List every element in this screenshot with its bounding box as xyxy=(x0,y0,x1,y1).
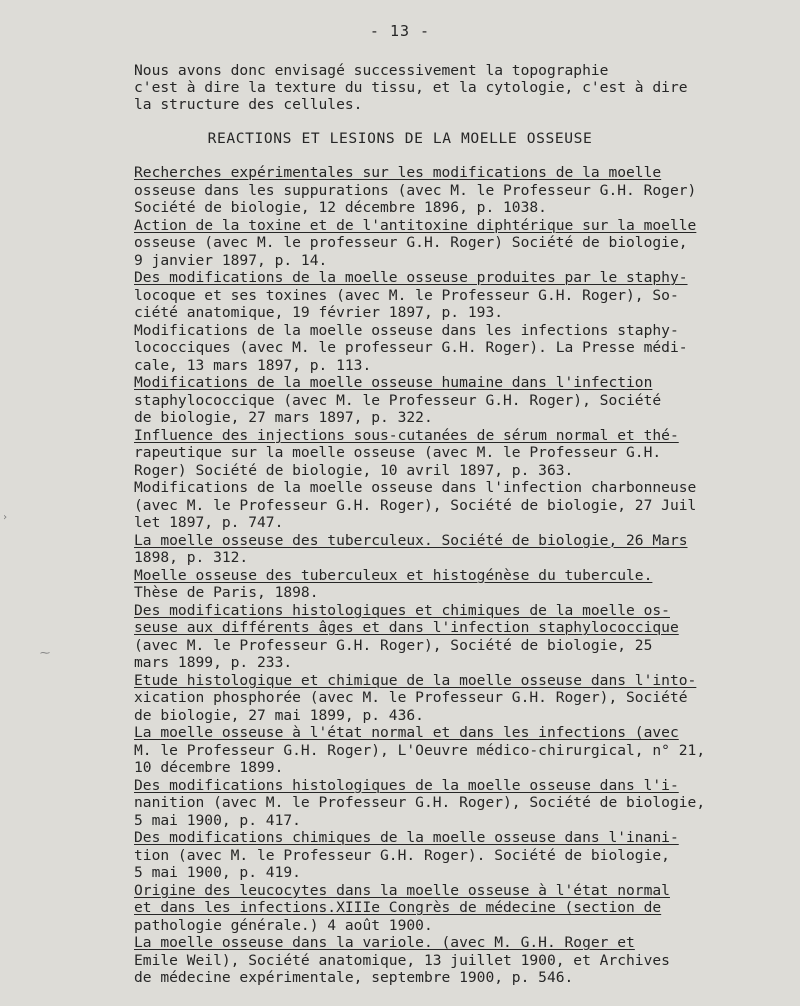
entry-line: Des modifications chimiques de la moelle osseuse dans l'inani- xyxy=(134,829,679,846)
bibliography-entry xyxy=(134,567,794,602)
entry-line: seuse aux différents âges et dans l'infection staphylococcique xyxy=(134,619,679,636)
intro-paragraph xyxy=(134,62,784,113)
entry-line: osseuse (avec M. le professeur G.H. Roger) Société de biologie, xyxy=(134,234,688,251)
entry-line: Action de la toxine et de l'antitoxine diphtérique sur la moelle xyxy=(134,216,697,234)
entry-line: Thèse de Paris, 1898. xyxy=(134,584,319,601)
entry-line: Des modifications histologiques et chimiques de la moelle os- xyxy=(134,601,670,619)
bibliography-entry xyxy=(134,269,794,322)
bibliography-entry xyxy=(134,427,794,480)
bibliography-entry xyxy=(134,164,794,217)
entry-line: nanition (avec M. le Professeur G.H. Roger), Société de biologie, xyxy=(134,794,706,811)
entry-line: Emile Weil), Société anatomique, 13 juillet 1900, et Archives xyxy=(134,951,670,969)
entry-line: let 1897, p. 747. xyxy=(134,514,284,531)
entry-line: Etude histologique et chimique de la moelle osseuse dans l'into- xyxy=(134,671,697,689)
entry-line: 1898, p. 312. xyxy=(134,549,249,566)
bibliography-entry xyxy=(134,672,794,725)
entry-line: tion (avec M. le Professeur G.H. Roger). Société de biologie, xyxy=(134,846,670,864)
entry-line: Modifications de la moelle osseuse dans l'infection charbonneuse xyxy=(134,479,697,496)
bibliography-entry xyxy=(134,479,794,532)
entry-line: et dans les infections.XIIIe Congrès de médecine (section de xyxy=(134,899,662,916)
entry-line: staphylococcique (avec M. le Professeur G.H. Roger), Société xyxy=(134,391,662,409)
bibliography-entry xyxy=(134,532,794,567)
entry-line: Roger) Société de biologie, 10 avril 1897, p. 363. xyxy=(134,461,574,479)
entry-line: de biologie, 27 mai 1899, p. 436. xyxy=(134,706,424,724)
bibliography-entry xyxy=(134,602,794,672)
entry-line: 5 mai 1900, p. 417. xyxy=(134,811,301,829)
entry-line: Moelle osseuse des tuberculeux et histogénèse du tubercule. xyxy=(134,566,653,584)
entry-line: Des modifications de la moelle osseuse produites par le staphy- xyxy=(134,269,688,286)
intro-line: c'est à dire la texture du tissu, et la cytologie, c'est à dire xyxy=(134,79,688,96)
page-number: - 13 - xyxy=(369,22,431,40)
entry-line: Société de biologie, 12 décembre 1896, p. 1038. xyxy=(134,199,547,216)
entry-line: La moelle osseuse dans la variole. (avec M. G.H. Roger et xyxy=(134,934,635,951)
entry-line: pathologie générale.) 4 août 1900. xyxy=(134,916,433,934)
entry-line: Recherches expérimentales sur les modifications de la moelle xyxy=(134,164,662,181)
entry-line: M. le Professeur G.H. Roger), L'Oeuvre médico-chirurgical, n° 21, xyxy=(134,741,706,759)
bibliography-entry xyxy=(134,322,794,375)
intro-line: Nous avons donc envisagé successivement la topographie xyxy=(134,62,609,79)
entry-line: (avec M. le Professeur G.H. Roger), Société de biologie, 27 Juil xyxy=(134,496,697,514)
entry-line: Des modifications histologiques de la moelle osseuse dans l'i- xyxy=(134,776,679,794)
intro-line: la structure des cellules. xyxy=(134,96,363,113)
margin-mark-icon: › xyxy=(2,512,9,523)
entry-line: osseuse dans les suppurations (avec M. le Professeur G.H. Roger) xyxy=(134,181,697,199)
bibliography-entry xyxy=(134,724,794,777)
entry-line: (avec M. le Professeur G.H. Roger), Société de biologie, 25 xyxy=(134,636,653,654)
entry-line: Modifications de la moelle osseuse humaine dans l'infection xyxy=(134,374,653,391)
bibliography-entry xyxy=(134,882,794,935)
entry-line: mars 1899, p. 233. xyxy=(134,654,293,671)
bibliography-entry xyxy=(134,217,794,270)
entry-line: xication phosphorée (avec M. le Professeur G.H. Roger), Société xyxy=(134,689,688,706)
entry-line: Influence des injections sous-cutanées de sérum normal et thé- xyxy=(134,426,679,444)
section-heading: REACTIONS ET LESIONS DE LA MOELLE OSSEUSE xyxy=(207,130,593,147)
entry-line: Modifications de la moelle osseuse dans les infections staphy- xyxy=(134,321,679,339)
entry-line: 10 décembre 1899. xyxy=(134,759,284,776)
entry-line: rapeutique sur la moelle osseuse (avec M. le Professeur G.H. xyxy=(134,444,662,461)
entry-line: de médecine expérimentale, septembre 1900, p. 546. xyxy=(134,969,574,986)
entry-line: locoque et ses toxines (avec M. le Professeur G.H. Roger), So- xyxy=(134,286,679,304)
entry-line: cale, 13 mars 1897, p. 113. xyxy=(134,356,372,374)
margin-mark-icon: ⁓ xyxy=(40,648,50,659)
entry-line: ciété anatomique, 19 février 1897, p. 193. xyxy=(134,304,504,321)
bibliography-entry xyxy=(134,374,794,427)
entry-line: Origine des leucocytes dans la moelle osseuse à l'état normal xyxy=(134,881,670,899)
bibliography-list xyxy=(134,164,794,987)
entry-line: La moelle osseuse à l'état normal et dans les infections (avec xyxy=(134,724,679,741)
bibliography-entry xyxy=(134,934,794,987)
entry-line: de biologie, 27 mars 1897, p. 322. xyxy=(134,409,433,426)
bibliography-entry xyxy=(134,777,794,830)
entry-line: La moelle osseuse des tuberculeux. Société de biologie, 26 Mars xyxy=(134,531,688,549)
entry-line: 5 mai 1900, p. 419. xyxy=(134,864,301,881)
bibliography-entry xyxy=(134,829,794,882)
entry-line: lococciques (avec M. le professeur G.H. Roger). La Presse médi- xyxy=(134,339,688,356)
entry-line: 9 janvier 1897, p. 14. xyxy=(134,251,328,269)
